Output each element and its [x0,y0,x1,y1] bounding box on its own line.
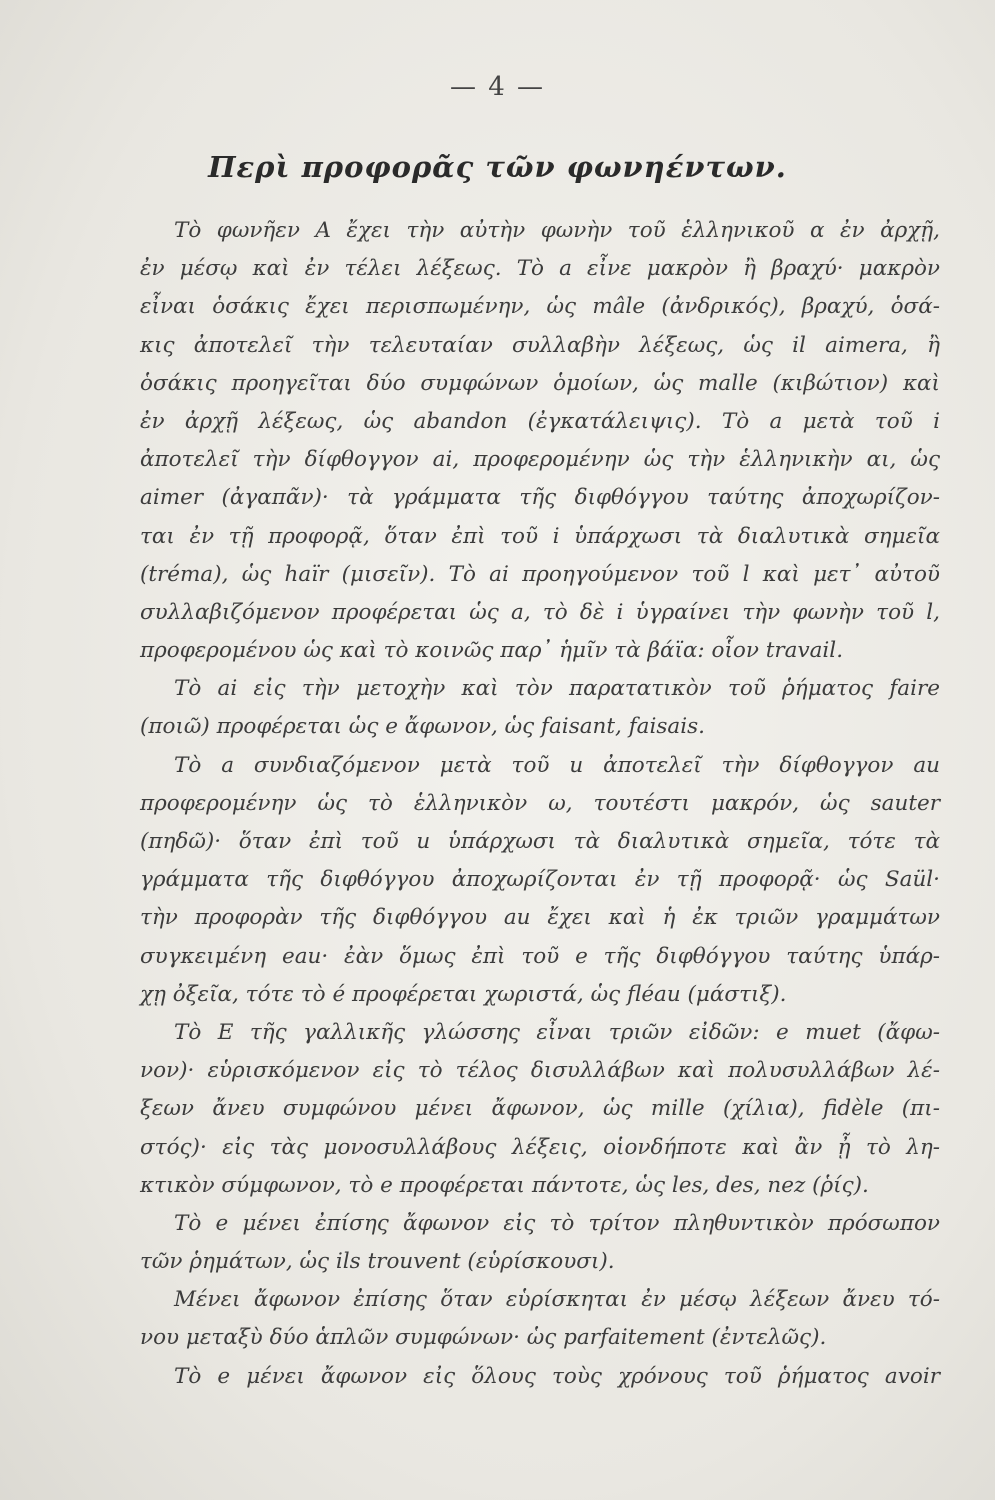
text-line: aimer (ἀγαπᾶν)· τὰ γράμματα τῆς διφθόγγου ταύτης ἀποχωρίζον- [140,485,940,511]
body-text [140,212,940,1396]
text-line: ὁσάκις προηγεῖται δύο συμφώνων ὁμοίων, ὡς malle (κιβώτιον) καὶ [140,370,940,396]
page-number: — 4 — [449,72,546,102]
text-line: προφερομένην ὡς τὸ ἑλληνικὸν ω, τουτέστι μακρόν, ὡς sauter [140,790,940,816]
text-line: γράμματα τῆς διφθόγγου ἀποχωρίζονται ἐν τῇ προφορᾷ· ὡς Saül· [140,867,940,893]
text-line: ἐν ἀρχῇ λέξεως, ὡς abandon (ἐγκατάλειψις). Τὸ a μετὰ τοῦ i [140,408,940,434]
text-line: εἶναι ὁσάκις ἔχει περισπωμένην, ὡς mâle (ἀνδρικός), βραχύ, ὁσά- [140,294,940,320]
text-line: Μένει ἄφωνον ἐπίσης ὅταν εὑρίσκηται ἐν μέσῳ λέξεων ἄνευ τό- [174,1287,940,1313]
text-line: στός)· εἰς τὰς μονοσυλλάβους λέξεις, οἱονδήποτε καὶ ἂν ᾖ τὸ λη- [140,1134,940,1160]
text-line: Τὸ e μένει ἐπίσης ἄφωνον εἰς τὸ τρίτον πληθυντικὸν πρόσωπον [174,1210,940,1236]
text-line: Τὸ φωνῆεν Α ἔχει τὴν αὐτὴν φωνὴν τοῦ ἑλληνικοῦ α ἐν ἀρχῇ, [174,218,940,243]
text-line: ἐν μέσῳ καὶ ἐν τέλει λέξεως. Τὸ a εἶνε μακρὸν ἢ βραχύ· μακρὸν [140,256,940,282]
text-line: χῃ ὀξεῖα, τότε τὸ é προφέρεται χωριστά, ὡς fléau (μάστιξ). [140,981,787,1007]
text-line: (ποιῶ) προφέρεται ὡς e ἄφωνον, ὡς faisant, faisais. [140,714,705,740]
text-line: κτικὸν σύμφωνον, τὸ e προφέρεται πάντοτε, ὡς les, des, nez (ῥίς). [140,1172,869,1198]
text-line: τῶν ῥημάτων, ὡς ils trouvent (εὑρίσκουσι). [140,1249,615,1275]
text-line: συγκειμένη eau· ἐὰν ὅμως ἐπὶ τοῦ e τῆς διφθόγγου ταύτης ὑπάρ- [140,943,940,969]
text-line: Τὸ ai εἰς τὴν μετοχὴν καὶ τὸν παρατατικὸν τοῦ ῥήματος faire [174,676,940,702]
text-line: Τὸ Ε τῆς γαλλικῆς γλώσσης εἶναι τριῶν εἰδῶν: e muet (ἄφω- [174,1019,940,1045]
text-line: Τὸ a συνδιαζόμενον μετὰ τοῦ u ἀποτελεῖ τὴν δίφθογγον au [174,752,940,778]
text-line: ἀποτελεῖ τὴν δίφθογγον ai, προφερομένην ὡς τὴν ἑλληνικὴν αι, ὡς [140,447,940,473]
text-line: συλλαβιζόμενον προφέρεται ὡς a, τὸ δὲ i ὑγραίνει τὴν φωνὴν τοῦ l, [140,599,940,625]
text-line: προφερομένου ὡς καὶ τὸ κοινῶς παρ᾽ ἡμῖν τὰ βάϊα: οἷον travail. [140,638,844,664]
text-line: νου μεταξὺ δύο ἁπλῶν συμφώνων· ὡς parfaitement (ἐντελῶς). [140,1325,827,1351]
section-heading: Περὶ προφορᾶς τῶν φωνηέντων. [208,150,787,184]
text-line: τὴν προφορὰν τῆς διφθόγγου au ἔχει καὶ ἡ ἐκ τριῶν γραμμάτων [140,905,940,931]
text-line: κις ἀποτελεῖ τὴν τελευταίαν συλλαβὴν λέξεως, ὡς il aimera, ἢ [140,332,940,358]
text-line: ξεων ἄνευ συμφώνου μένει ἄφωνον, ὡς mille (χίλια), fidèle (πι- [140,1096,940,1122]
text-line: Τὸ e μένει ἄφωνον εἰς ὅλους τοὺς χρόνους τοῦ ῥήματος avoir [174,1363,940,1389]
text-line: ται ἐν τῇ προφορᾷ, ὅταν ἐπὶ τοῦ i ὑπάρχωσι τὰ διαλυτικὰ σημεῖα [140,523,940,549]
text-line: (tréma), ὡς haïr (μισεῖν). Τὸ ai προηγούμενον τοῦ l καὶ μετ᾽ αὐτοῦ [140,561,940,587]
text-line: νον)· εὑρισκόμενον εἰς τὸ τέλος δισυλλάβων καὶ πολυσυλλάβων λέ- [140,1058,940,1084]
text-line: (πηδῶ)· ὅταν ἐπὶ τοῦ u ὑπάρχωσι τὰ διαλυτικὰ σημεῖα, τότε τὰ [140,829,940,854]
